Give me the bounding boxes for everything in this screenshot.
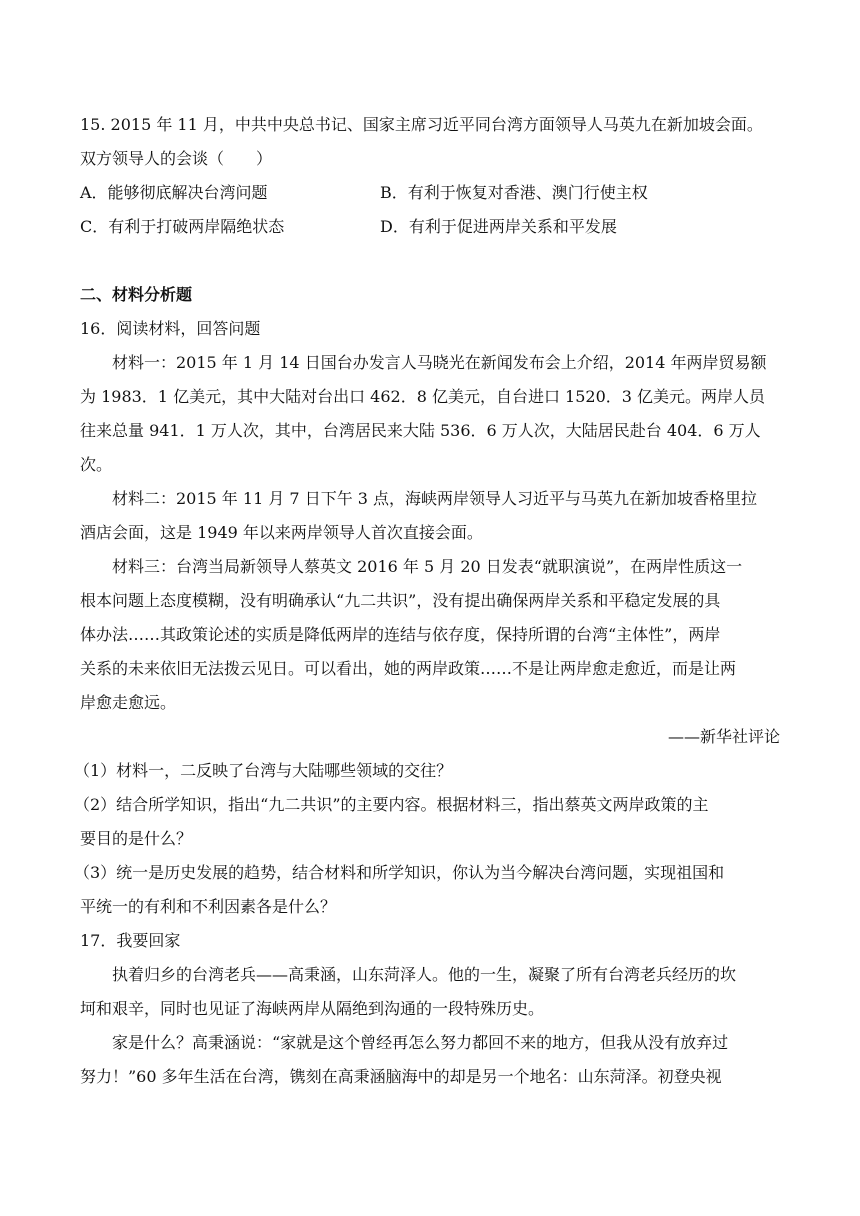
q17-paragraph1-line: 坷和艰辛，同时也见证了海峡两岸从隔绝到沟通的一段特殊历史。 [80,999,545,1018]
q16-material1-line: 为 1983．1 亿美元，其中大陆对台出口 462．8 亿美元，自台进口 1520．3 亿美元。两岸人员 [80,387,766,406]
q16-subquestion-2: （2）结合所学知识，指出“九二共识”的主要内容。根据材料三，指出蔡英文两岸政策的主 [74,795,709,814]
q15-stem-line2: 双方领导人的会谈（ ） [80,149,273,168]
q16-material3-line: 根本问题上态度模糊，没有明确承认“九二共识”，没有提出确保两岸关系和平稳定发展的具 [80,591,721,610]
q16-stem: 16．阅读材料，回答问题 [80,319,261,338]
q15-options-row2 [80,210,780,244]
q15-option-c[interactable]: C．有利于打破两岸隔绝状态 [80,217,285,236]
exam-page [74,108,780,1094]
q17-paragraph2-line: 家是什么？高秉涵说：“家就是这个曾经再怎么努力都回不来的地方，但我从没有放弃过 [112,1033,729,1052]
q16-material2-line: 材料二：2015 年 11 月 7 日下午 3 点，海峡两岸领导人习近平与马英九在新加坡香格里拉 [112,489,758,508]
q16-material2-line: 酒店会面，这是 1949 年以来两岸领导人首次直接会面。 [80,523,483,542]
q15-option-d[interactable]: D．有利于促进两岸关系和平发展 [380,217,617,236]
q17-stem: 17．我要回家 [80,931,181,950]
q15-stem-line1: 15. 2015 年 11 月，中共中央总书记、国家主席习近平同台湾方面领导人马英九在新加坡会面。 [80,115,763,134]
q17-paragraph2-line: 努力！”60 多年生活在台湾，镌刻在高秉涵脑海中的却是另一个地名：山东菏泽。初登央视 [80,1067,722,1086]
q16-subquestion-3-cont: 平统一的有利和不利因素各是什么？ [80,897,337,916]
q16-material3-line: 体办法……其政策论述的实质是降低两岸的连结与依存度，保持所谓的台湾“主体性”，两岸 [80,625,721,644]
q16-subquestion-3: （3）统一是历史发展的趋势，结合材料和所学知识，你认为当今解决台湾问题，实现祖国和 [74,863,725,882]
q16-subquestion-1: （1）材料一，二反映了台湾与大陆哪些领域的交往？ [74,761,453,780]
q17-paragraph1-line: 执着归乡的台湾老兵——高秉涵，山东菏泽人。他的一生，凝聚了所有台湾老兵经历的坎 [112,965,737,984]
q16-source-attribution: ——新华社评论 [667,727,780,746]
q15-option-b[interactable]: B．有利于恢复对香港、澳门行使主权 [380,183,648,202]
q16-material1-line: 次。 [80,455,113,474]
q16-material1-line: 往来总量 941．1 万人次，其中，台湾居民来大陆 536．6 万人次，大陆居民赴台 404．6 万人 [80,421,761,440]
q16-subquestion-2-cont: 要目的是什么？ [80,829,193,848]
q16-material3-line: 材料三：台湾当局新领导人蔡英文 2016 年 5 月 20 日发表“就职演说”，在两岸性质这一 [112,557,743,576]
q16-material3-line: 岸愈走愈远。 [80,693,177,712]
q15-options-row1 [80,176,780,210]
section-title: 二、材料分析题 [80,285,193,304]
q16-material3-line: 关系的未来依旧无法拨云见日。可以看出，她的两岸政策……不是让两岸愈走愈近，而是让两 [80,659,737,678]
q15-option-a[interactable]: A．能够彻底解决台湾问题 [80,183,268,202]
q16-material1-line: 材料一：2015 年 1 月 14 日国台办发言人马晓光在新闻发布会上介绍，2014 年两岸贸易额 [112,353,767,372]
